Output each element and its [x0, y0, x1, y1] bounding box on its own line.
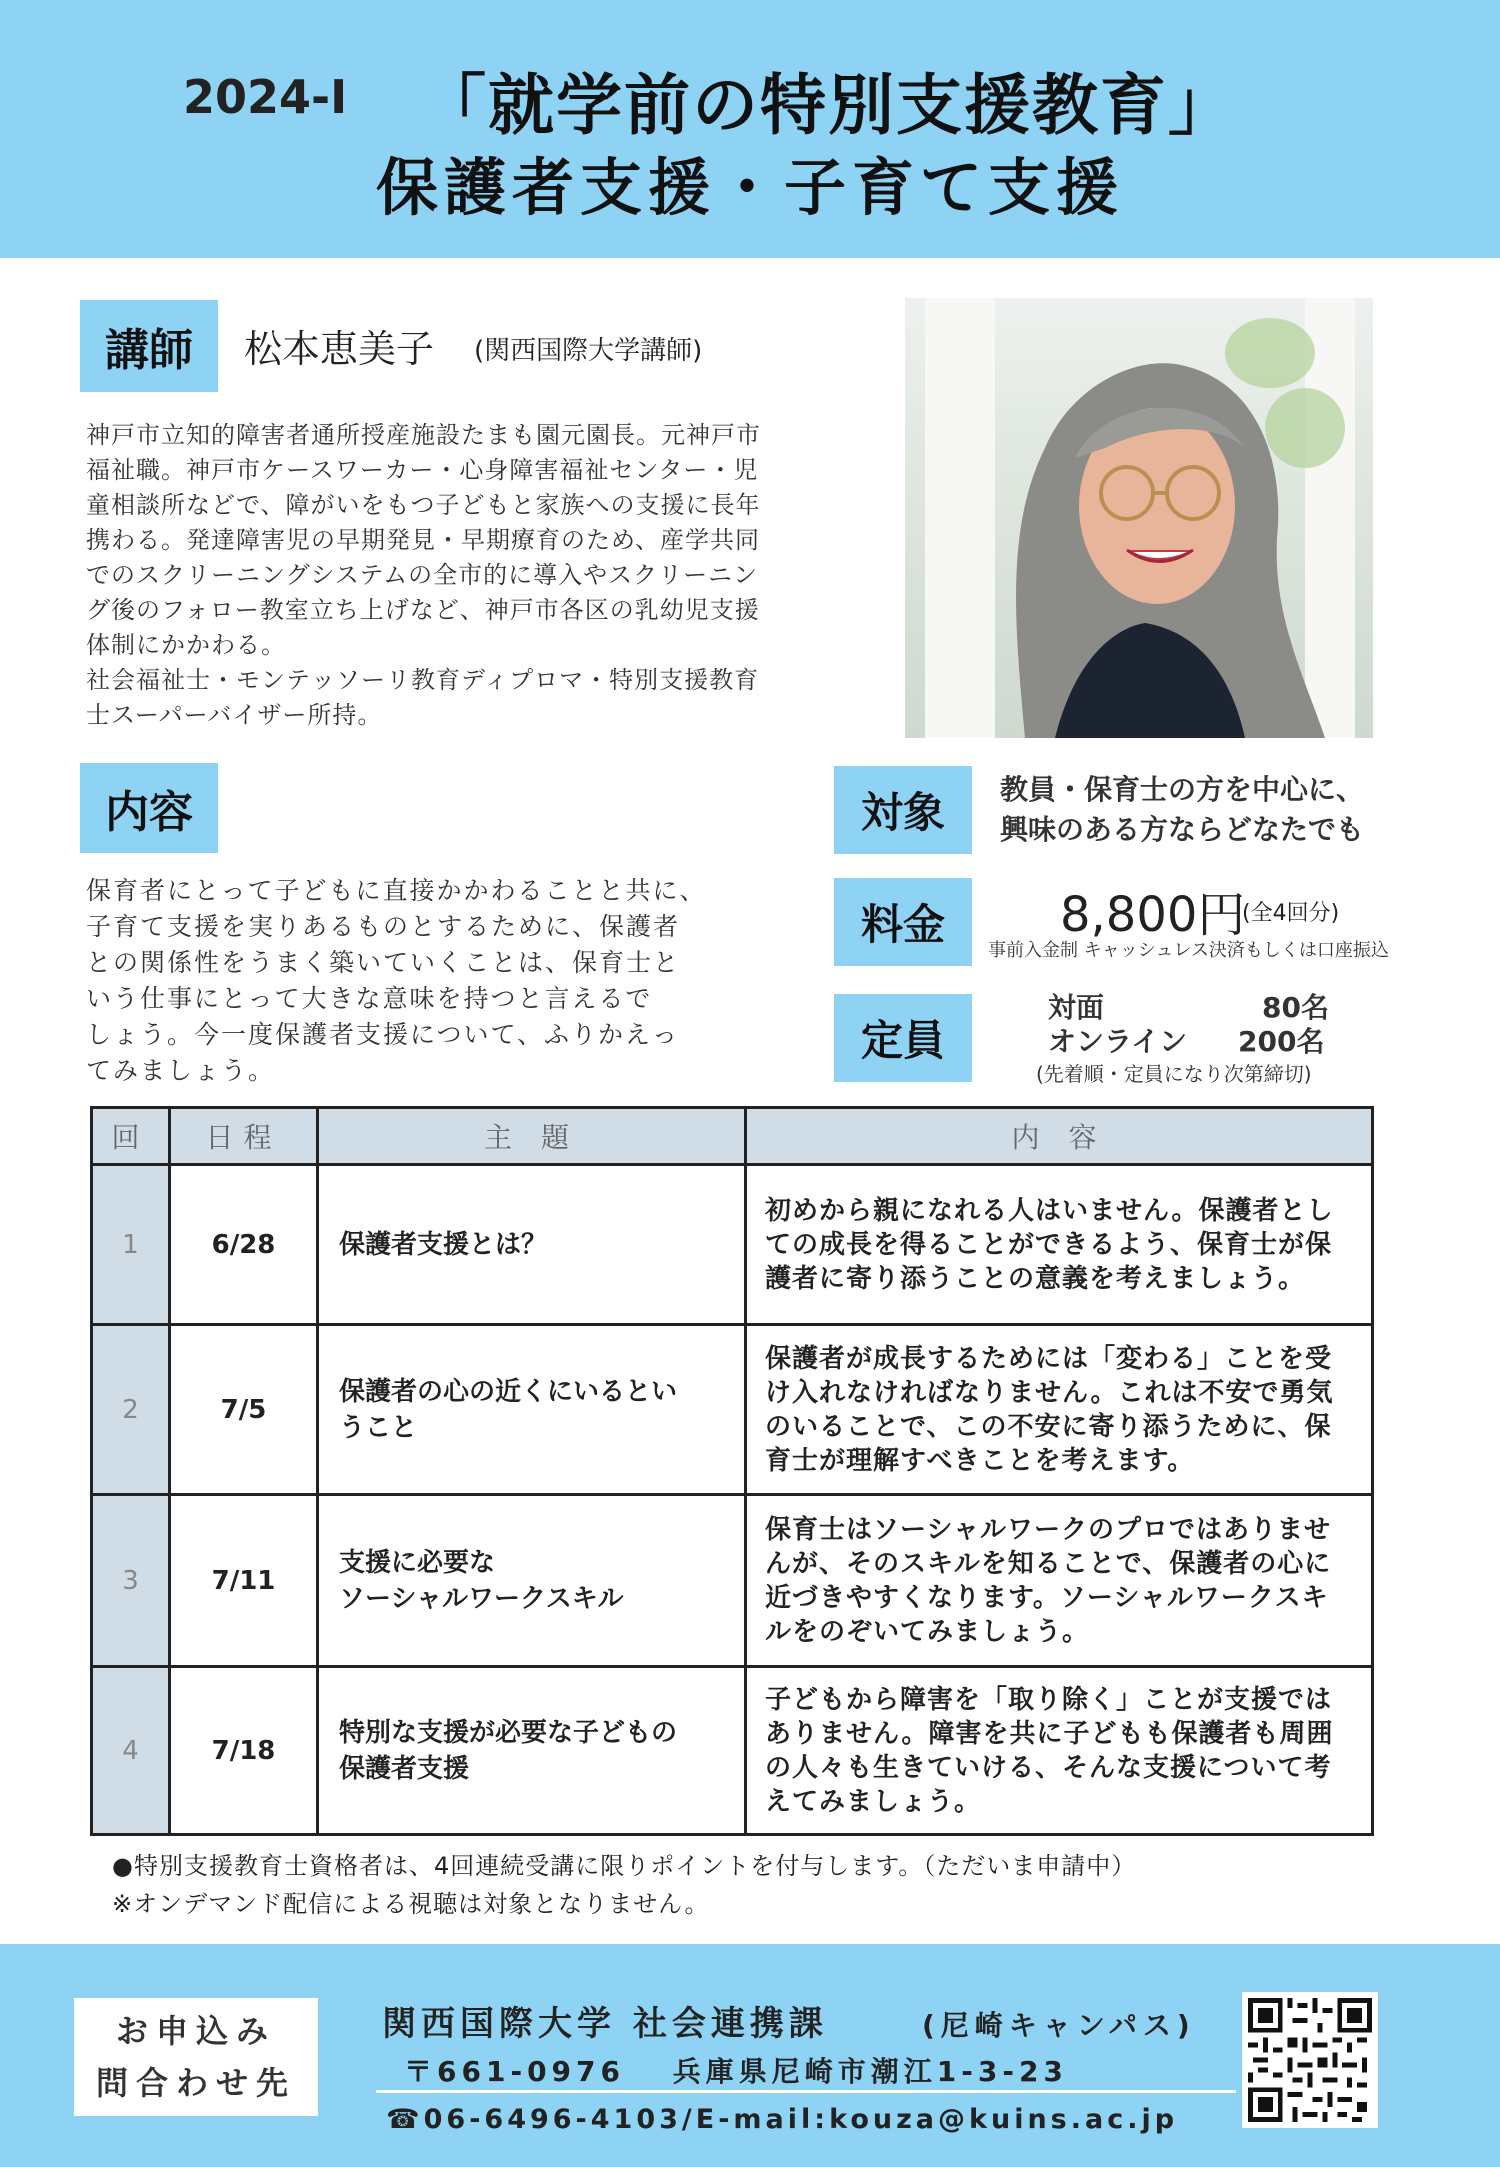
session-num: 4 [92, 1667, 170, 1835]
bio-paragraph: 神戸市立知的障害者通所授産施設たまも園元園長。元神戸市 福祉職。神戸市ケースワーカー・心身障害福祉センター・児 童相談所などで、障がいをもつ子どもと家族への支援に長年 携わる。発達障害児の早期発見・早期療育のため、産学共同 でのスクリーニングシステムの全市的に導入やスクリーニン グ後のフォロー教室立ち上げなど、神戸市各区の乳幼児支援 体制にかかわる。 [86, 421, 761, 659]
capacity-in-person-label: 対面 [1048, 991, 1105, 1024]
apply-label: お申込み [115, 2012, 276, 2050]
fee-tag: 料金 [834, 878, 972, 966]
note-ondemand: ※オンデマンド配信による視聴は対象となりません。 [112, 1890, 710, 1918]
table-row [92, 1165, 1373, 1325]
fee-amount: 8,800円 [1060, 887, 1246, 943]
schedule-table [90, 1106, 1374, 1836]
target-tag: 対象 [834, 766, 972, 854]
capacity-tag: 定員 [834, 994, 972, 1082]
footer-divider [376, 2090, 1236, 2093]
session-desc: 保護者が成長するためには「変わる」ことを受け入れなければなりません。これは不安で勇気のいることで、この不安に寄り添うために、保育士が理解すべきことを考えます。 [746, 1325, 1373, 1495]
target-text: 教員・保育士の方を中心に、 興味のある方ならどなたでも [1000, 773, 1365, 846]
header-num: 回 [92, 1108, 170, 1165]
qr-code[interactable] [1242, 1992, 1378, 2128]
header-theme: 主 題 [318, 1108, 746, 1165]
table-row [92, 1325, 1373, 1495]
table-header-row [92, 1108, 1373, 1165]
session-theme: 支援に必要な ソーシャルワークスキル [318, 1495, 746, 1667]
lecturer-affiliation: (関西国際大学講師) [474, 336, 703, 366]
session-desc: 初めから親になれる人はいません。保護者としての成長を得ることができるよう、保育士が保護者に寄り添うことの意義を考えましょう。 [746, 1165, 1373, 1325]
note-points: ●特別支援教育士資格者は、4回連続受講に限りポイントを付与します。（ただいま申請中） [112, 1852, 1137, 1880]
session-theme: 保護者支援とは？ [318, 1165, 746, 1325]
session-date: 7/11 [170, 1495, 318, 1667]
page-title: 「就学前の特別支援教育」 [420, 67, 1236, 144]
bio-paragraph: 社会福祉士・モンテッソーリ教育ディプロマ・特別支援教育 士スーパーバイザー所持。 [86, 666, 760, 729]
table-row [92, 1495, 1373, 1667]
table-row [92, 1667, 1373, 1835]
session-date: 7/5 [170, 1325, 318, 1495]
session-num: 1 [92, 1165, 170, 1325]
lecturer-photo [905, 298, 1373, 738]
capacity-online-count: 200名 [1238, 1025, 1325, 1058]
apply-box [74, 1998, 318, 2116]
inquiry-label: 問合わせ先 [95, 2064, 296, 2102]
session-date: 6/28 [170, 1165, 318, 1325]
content-tag: 内容 [80, 763, 218, 853]
organization-name: 関西国際大学 社会連携課 [382, 2004, 828, 2044]
address: 〒661-0976 兵庫県尼崎市潮江1-3-23 [404, 2055, 1068, 2088]
lecturer-tag: 講師 [80, 300, 218, 392]
title-year: 2024-Ⅰ [183, 70, 348, 124]
header-desc: 内 容 [746, 1108, 1373, 1165]
session-num: 2 [92, 1325, 170, 1495]
lecturer-bio [86, 418, 876, 733]
qr-code-icon [1248, 1998, 1372, 2122]
contact-line[interactable]: ☎06-6496-4103/E-mail:kouza@kuins.ac.jp [386, 2104, 1179, 2135]
session-desc: 子どもから障害を「取り除く」ことが支援ではありません。障害を共に子どもも保護者も周囲の人々も生きていける、そんな支援について考えてみましょう。 [746, 1667, 1373, 1835]
fee-note: (全4回分) [1242, 901, 1340, 926]
capacity-in-person-count: 80名 [1262, 991, 1329, 1024]
portrait-illustration [905, 298, 1373, 738]
campus-name: (尼崎キャンパス) [922, 2009, 1196, 2042]
capacity-note: (先着順・定員になり次第締切) [1036, 1062, 1312, 1086]
lecturer-name: 松本恵美子 [244, 327, 435, 371]
session-desc: 保育士はソーシャルワークのプロではありませんが、そのスキルを知ることで、保護者の心に近づきやすくなります。ソーシャルワークスキルをのぞいてみましょう。 [746, 1495, 1373, 1667]
capacity-online-label: オンライン [1048, 1025, 1188, 1058]
content-text: 保育者にとって子どもに直接かかわることと共に、 子育て支援を実りあるものとするために、保護者 との関係性をうまく築いていくことは、保育士と いう仕事にとって大きな意味を持つと言えるで しょう。今一度保護者支援について、ふりかえっ てみましょう。 [86, 876, 707, 1085]
session-theme: 特別な支援が必要な子どもの 保護者支援 [318, 1667, 746, 1835]
session-theme: 保護者の心の近くにいるとい うこと [318, 1325, 746, 1495]
fee-payment: 事前入金制 キャッシュレス決済もしくは口座振込 [988, 940, 1389, 961]
page-subtitle: 保護者支援・子育て支援 [375, 151, 1124, 224]
session-date: 7/18 [170, 1667, 318, 1835]
session-num: 3 [92, 1495, 170, 1667]
header-date: 日程 [170, 1108, 318, 1165]
